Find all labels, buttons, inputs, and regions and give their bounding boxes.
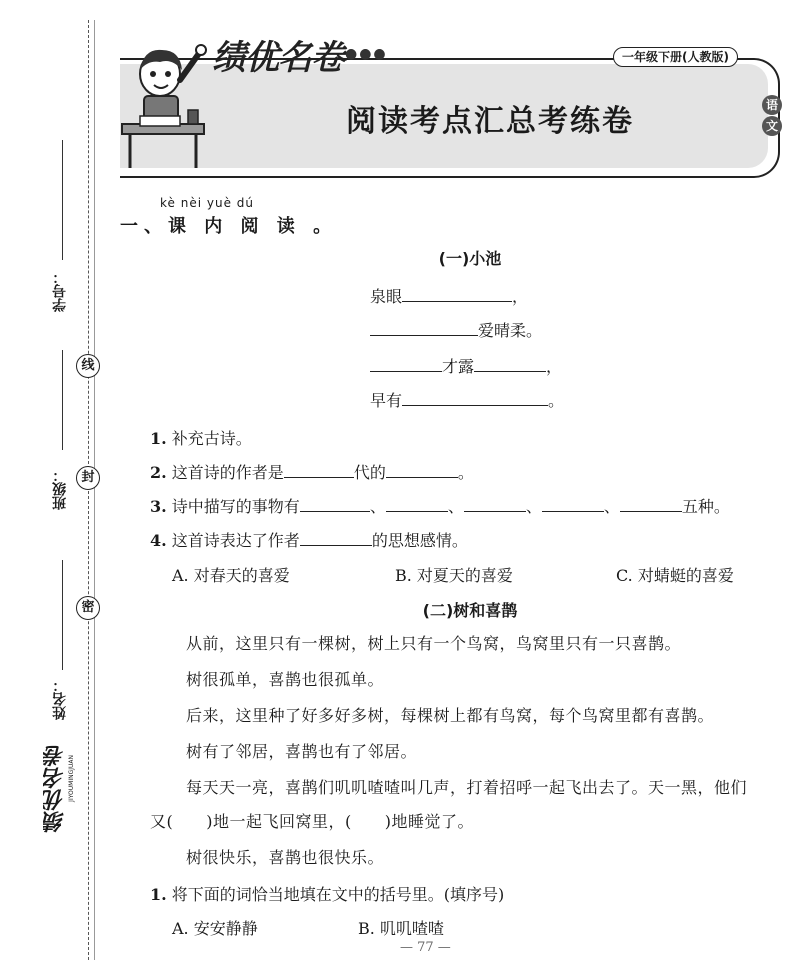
q4-option-b[interactable]: B. 对夏天的喜爱 <box>395 566 513 585</box>
section-heading: 一、课 内 阅 读 。 <box>120 216 338 237</box>
seal-xian: 线 <box>76 354 100 378</box>
student-illustration <box>118 40 210 170</box>
part2-title: (二)树和喜鹊 <box>422 601 518 620</box>
part1-title: (一)小池 <box>438 249 502 268</box>
grade-badge: 一年级下册(人教版) <box>613 47 738 67</box>
q2-blank-1[interactable] <box>284 461 354 478</box>
poem-line-3-mid: 才露 <box>442 357 475 376</box>
passage-paragraph-3: 后来，这里种了好多好多树，每棵树上都有鸟窝，每个鸟窝里都有喜鹊。 <box>186 706 715 725</box>
passage-paragraph-5-line-1: 每天天一亮，喜鹊们叽叽喳喳叫几声，打着招呼一起飞出去了。天一黑，他们 <box>186 778 748 797</box>
passage-paragraph-1: 从前，这里只有一棵树，树上只有一个鸟窝，鸟窝里只有一只喜鹊。 <box>186 634 682 653</box>
passage-paragraph-5-line-2: 又( )地一起飞回窝里，( )地睡觉了。 <box>150 812 474 831</box>
seal-mi: 密 <box>76 596 100 620</box>
p2-option-b[interactable]: B. 叽叽喳喳 <box>358 919 444 938</box>
q2-text-a: 这首诗的作者是 <box>171 463 284 482</box>
poem-line-1-end: ， <box>512 287 529 306</box>
p2-q1-text: 将下面的词恰当地填在文中的括号里。(填序号) <box>171 885 505 904</box>
q2-text-c: 。 <box>457 463 474 482</box>
q3-blank-3[interactable] <box>464 495 526 512</box>
poem-line-1-start: 泉眼 <box>370 287 403 306</box>
q4-blank[interactable] <box>300 529 372 546</box>
poem-blank-1[interactable] <box>402 285 512 302</box>
poem-line-4 <box>370 388 564 411</box>
poem-line-4-start: 早有 <box>370 391 403 410</box>
binding-solid-line <box>94 20 95 960</box>
subject-badge <box>762 94 784 137</box>
poem-blank-5[interactable] <box>402 389 548 406</box>
student-id-label: 学号： <box>52 270 68 312</box>
sidebar-logo-pinyin: JIYOUMINGJUAN <box>68 755 75 802</box>
q4-option-c[interactable]: C. 对蜻蜓的喜爱 <box>616 566 734 585</box>
passage-paragraph-2: 树很孤单，喜鹊也很孤单。 <box>186 670 385 689</box>
q2-number: 2. <box>150 463 167 482</box>
poem-line-2 <box>370 318 542 341</box>
q2-blank-2[interactable] <box>386 461 458 478</box>
q3-blank-4[interactable] <box>542 495 604 512</box>
p2-option-a[interactable]: A. 安安静静 <box>172 919 258 938</box>
seal-feng: 封 <box>76 466 100 490</box>
page-number: — 77 — <box>400 940 451 955</box>
poem-line-4-end: 。 <box>548 391 565 410</box>
class-rule <box>62 350 63 450</box>
q3-sep-2: 、 <box>447 497 464 516</box>
poem-line-3 <box>370 354 562 377</box>
question-2 <box>150 460 474 483</box>
q3-text-a: 诗中描写的事物有 <box>171 497 300 516</box>
q1-text: 补充古诗。 <box>171 429 252 448</box>
class-label: 班级： <box>52 468 68 510</box>
poem-blank-4[interactable] <box>474 355 546 372</box>
q3-sep-1: 、 <box>369 497 386 516</box>
subject-char-2: 文 <box>762 116 782 136</box>
page-title: 阅读考点汇总考练卷 <box>346 104 634 139</box>
passage-paragraph-6: 树很快乐，喜鹊也很快乐。 <box>186 848 385 867</box>
q3-blank-5[interactable] <box>620 495 682 512</box>
q4-option-a[interactable]: A. 对春天的喜爱 <box>172 566 290 585</box>
q4-text-a: 这首诗表达了作者 <box>171 531 300 550</box>
passage-paragraph-4: 树有了邻居，喜鹊也有了邻居。 <box>186 742 418 761</box>
question-1 <box>150 426 252 449</box>
brand-dots: ●●● <box>345 46 388 62</box>
poem-blank-3[interactable] <box>370 355 442 372</box>
binding-dashed-line <box>88 20 89 960</box>
poem-line-2-end: 爱晴柔。 <box>478 321 543 340</box>
section-pinyin: kè nèi yuè dú <box>160 196 254 210</box>
subject-char-1: 语 <box>762 95 782 115</box>
q3-sep-4: 、 <box>603 497 620 516</box>
part2-question-1 <box>150 882 504 905</box>
q2-text-b: 代的 <box>353 463 386 482</box>
sidebar-logo <box>36 745 86 865</box>
q3-text-end: 五种。 <box>681 497 730 516</box>
poem-line-1 <box>370 284 528 307</box>
question-4 <box>150 528 468 551</box>
question-3 <box>150 494 730 517</box>
q4-number: 4. <box>150 531 167 550</box>
name-label: 姓名： <box>52 678 68 720</box>
poem-blank-2[interactable] <box>370 319 478 336</box>
sidebar-logo-text: 绩优名卷 <box>43 745 68 833</box>
p2-q1-number: 1. <box>150 885 167 904</box>
q1-number: 1. <box>150 429 167 448</box>
q3-blank-1[interactable] <box>300 495 370 512</box>
brand-logo: 绩优名卷 <box>212 38 344 78</box>
student-id-rule <box>62 140 63 260</box>
q3-sep-3: 、 <box>525 497 542 516</box>
q3-number: 3. <box>150 497 167 516</box>
q3-blank-2[interactable] <box>386 495 448 512</box>
q4-text-b: 的思想感情。 <box>371 531 468 550</box>
poem-line-3-end: ， <box>546 357 563 376</box>
